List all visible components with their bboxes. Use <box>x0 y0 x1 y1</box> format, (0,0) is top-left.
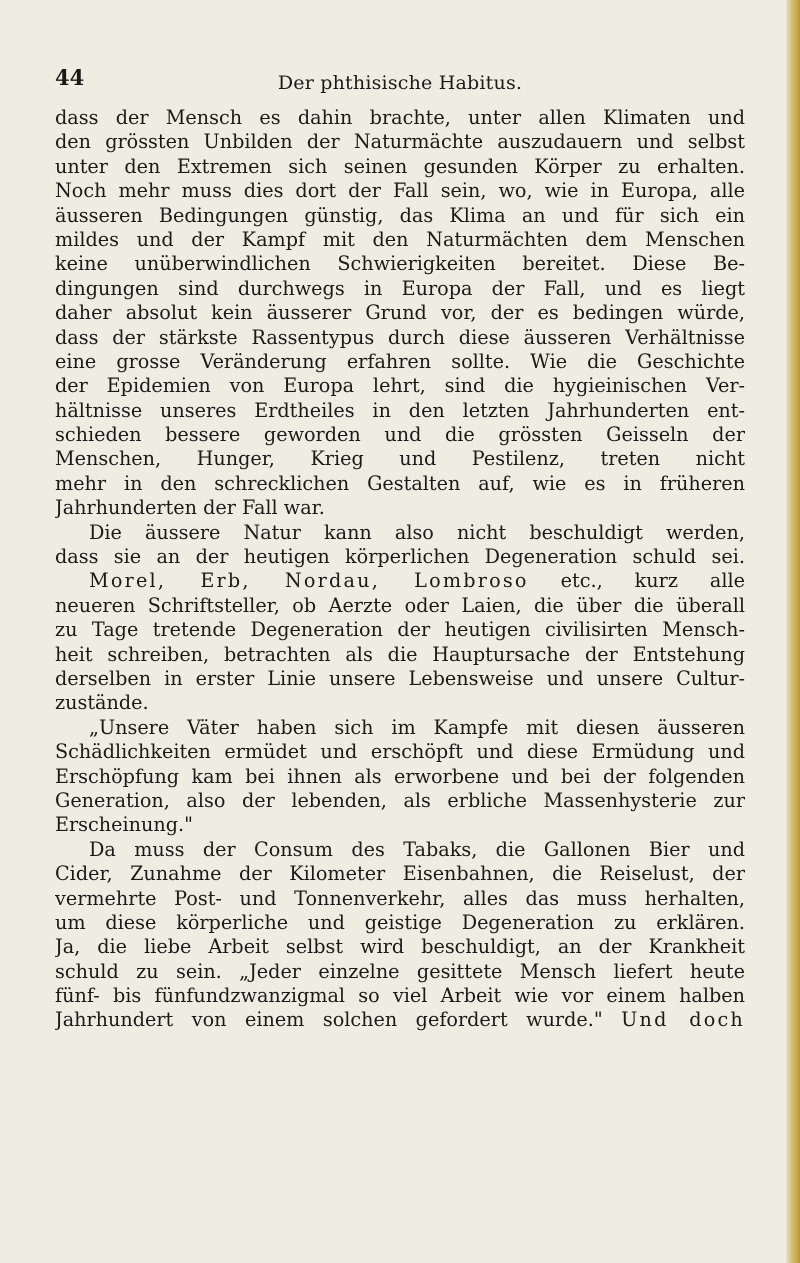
text-line: neueren Schriftsteller, ob Aerzte oder Laien, die über die überall <box>55 593 745 617</box>
text-line: Noch mehr muss dies dort der Fall sein, wo, wie in Europa, alle <box>55 179 745 203</box>
text-line: Menschen, Hunger, Krieg und Pestilenz, treten nicht <box>55 447 745 471</box>
text-line: dingungen sind durchwegs in Europa der Fall, und es liegt <box>55 276 745 300</box>
text-line: dass der stärkste Rassentypus durch diese äusseren Verhältnisse <box>55 325 745 349</box>
text-line: Erschöpfung kam bei ihnen als erworbene und bei der folgenden <box>55 764 745 788</box>
text-line: zustände. <box>55 691 149 715</box>
text-line: Die äussere Natur kann also nicht beschuldigt werden, <box>89 520 745 544</box>
author-names: Morel, Erb, Nordau, Lombroso <box>89 569 529 593</box>
text-line: Generation, also der lebenden, als erbliche Massenhysterie zur <box>55 788 745 812</box>
text-line: zu Tage tretende Degeneration der heutigen civilisirten Mensch- <box>55 618 745 642</box>
text-line: Cider, Zunahme der Kilometer Eisenbahnen, die Reiselust, der <box>55 862 745 886</box>
text-fragment: etc., kurz alle <box>528 569 745 593</box>
text-line: Ja, die liebe Arbeit selbst wird beschuldigt, an der Krankheit <box>55 935 745 959</box>
text-line: unter den Extremen sich seinen gesunden Körper zu erhalten. <box>55 154 745 178</box>
text-line: Erscheinung." <box>55 813 193 837</box>
page-header <box>55 65 745 98</box>
text-line: keine unüberwindlichen Schwierigkeiten bereitet. Diese Be- <box>55 252 745 276</box>
spaced-phrase: Und doch <box>621 1008 745 1032</box>
text-line: „Unsere Väter haben sich im Kampfe mit diesen äusseren <box>89 715 745 739</box>
text-line: vermehrte Post- und Tonnenverkehr, alles das muss herhalten, <box>55 886 745 910</box>
text-line: Schädlichkeiten ermüdet und erschöpft und diese Ermüdung und <box>55 740 745 764</box>
text-line: daher absolut kein äusserer Grund vor, der es bedingen würde, <box>55 301 745 325</box>
text-line: schuld zu sein. „Jeder einzelne gesittete Mensch liefert heute <box>55 959 745 983</box>
text-line: derselben in erster Linie unsere Lebensweise und unsere Cultur- <box>55 666 745 690</box>
text-line: dass sie an der heutigen körperlichen Degeneration schuld sei. <box>55 545 745 569</box>
text-line: hältnisse unseres Erdtheiles in den letzten Jahrhunderten ent- <box>55 398 745 422</box>
page-edge <box>786 0 800 1263</box>
page-number: 44 <box>55 65 85 90</box>
text-line: mildes und der Kampf mit den Naturmächten dem Menschen <box>55 227 745 251</box>
text-line: heit schreiben, betrachten als die Hauptursache der Entstehung <box>55 642 745 666</box>
text-line: schieden bessere geworden und die grössten Geisseln der <box>55 423 745 447</box>
text-line: fünf- bis fünfundzwanzigmal so viel Arbeit wie vor einem halben <box>55 984 745 1008</box>
text-line: den grössten Unbilden der Naturmächte auszudauern und selbst <box>55 130 745 154</box>
text-line: Da muss der Consum des Tabaks, die Gallonen Bier und <box>89 837 745 861</box>
text-line: der Epidemien von Europa lehrt, sind die hygieinischen Ver- <box>55 374 745 398</box>
text-line: eine grosse Veränderung erfahren sollte. Wie die Geschichte <box>55 349 745 373</box>
text-line: mehr in den schrecklichen Gestalten auf, wie es in früheren <box>55 471 745 495</box>
text-line: um diese körperliche und geistige Degeneration zu erklären. <box>55 910 745 934</box>
body-text <box>55 106 745 1033</box>
text-line: äusseren Bedingungen günstig, das Klima an und für sich ein <box>55 203 745 227</box>
text-line <box>55 569 745 593</box>
running-title: Der phthisische Habitus. <box>277 72 523 94</box>
text-line: dass der Mensch es dahin brachte, unter allen Klimaten und <box>55 106 745 129</box>
text-fragment: Jahrhundert von einem solchen gefordert wurde." <box>55 1008 622 1032</box>
text-line: Jahrhunderten der Fall war. <box>55 496 325 520</box>
text-line <box>55 1008 745 1032</box>
